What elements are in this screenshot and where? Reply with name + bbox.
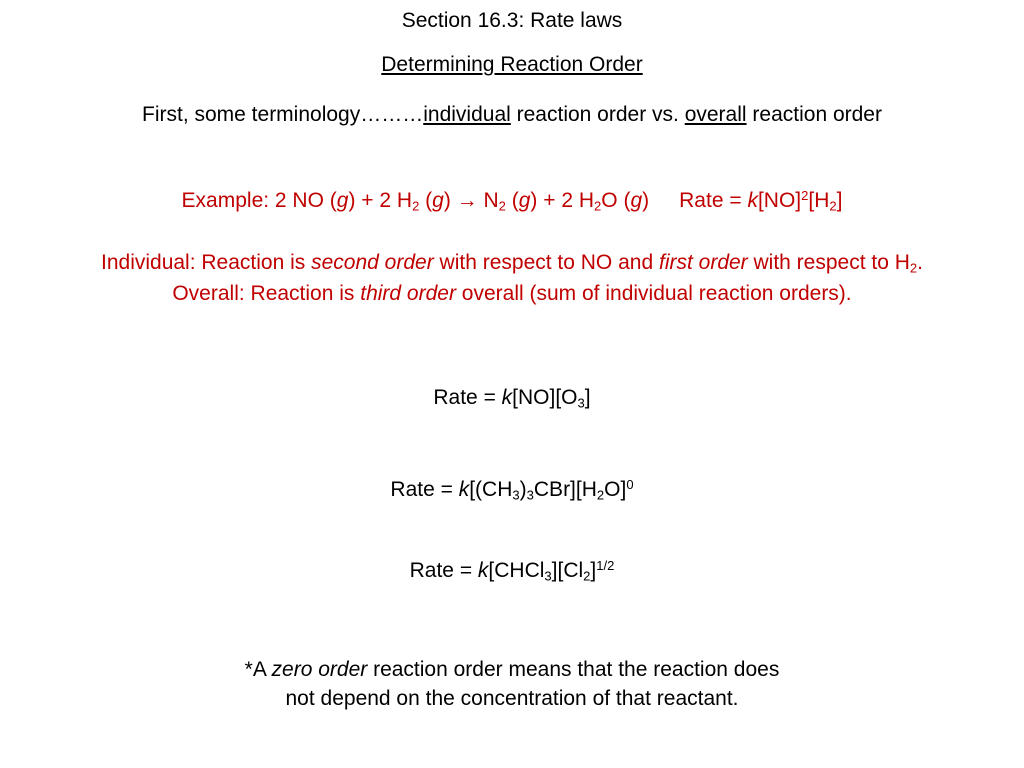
rate-law-1: Rate = $k[NO][O_3]$	[433, 386, 591, 411]
example-reaction: Example: 2 NO (g) + 2 $H_2$ $(g) \to N_2$ (g) + 2 $H_2O$ (g) Rate = $k[NO]^2[H_2]$	[181, 187, 843, 214]
zero-order-note-line-1: *A zero order reaction order means that the reaction does	[244, 658, 780, 681]
example-rate-law: Rate = $k[NO]^2[H_2]$	[679, 187, 843, 214]
rate-law-2: Rate = $k[(CH_3)_3CBr][H_2O]^0$	[390, 476, 634, 503]
term-overall: overall	[684, 103, 747, 126]
slide-subtitle: Determining Reaction Order	[381, 53, 643, 76]
arrow-icon: →	[456, 189, 478, 212]
zero-order-note-line-2: not depend on the concentration of that reactant.	[285, 687, 739, 710]
slide-title: Section 16.3: Rate laws	[401, 9, 623, 32]
terminology-line: First, some terminology………individual reaction order vs. overall reaction order	[142, 103, 882, 126]
rate-law-3: Rate = $k[CHCl_3][Cl_2]^{1/2}$	[409, 557, 615, 584]
individual-order-line: Individual: Reaction is second order with respect to NO and first order with respect to $H_2$.	[101, 251, 923, 276]
term-individual: individual	[423, 103, 511, 126]
overall-order-line: Overall: Reaction is third order overall (sum of individual reaction orders).	[172, 282, 852, 305]
